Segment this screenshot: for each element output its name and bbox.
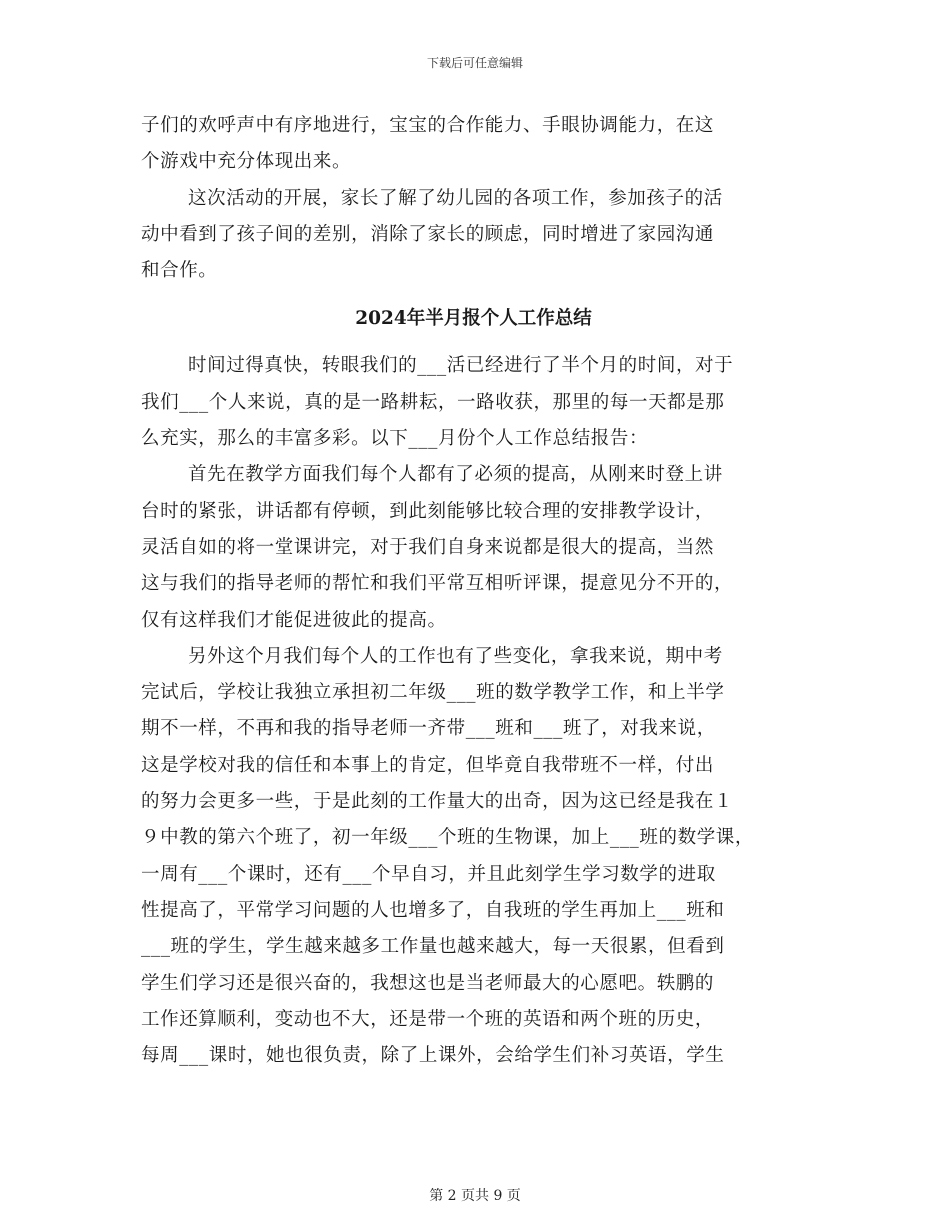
text-line: 这是学校对我的信任和本事上的肯定，但毕竟自我带班不一样，付出 bbox=[141, 754, 715, 776]
text-line: 的努力会更多一些，于是此刻的工作量大的出奇，因为这已经是我在１ bbox=[141, 791, 734, 813]
text-line: 这次活动的开展，家长了解了幼儿园的各项工作，参加孩子的活 bbox=[188, 187, 723, 209]
document-body bbox=[141, 108, 806, 1074]
text-line: 子们的欢呼声中有序地进行，宝宝的合作能力、手眼协调能力，在这 bbox=[141, 115, 715, 136]
paragraph-4 bbox=[141, 457, 806, 638]
text-line: 台时的紧张，讲话都有停顿，到此刻能够比较合理的安排教学设计， bbox=[141, 500, 715, 522]
text-line: 和合作。 bbox=[141, 260, 218, 282]
text-line: 工作还算顺利，变动也不大，还是带一个班的英语和两个班的历史， bbox=[141, 1008, 715, 1030]
text-line: 首先在教学方面我们每个人都有了必须的提高，从刚来时登上讲 bbox=[188, 464, 723, 486]
text-line: ９中教的第六个班了，初一年级___个班的生物课，加上___班的数学课， bbox=[141, 827, 755, 849]
paragraph-5 bbox=[141, 639, 806, 1075]
text-line: 我们___个人来说，真的是一路耕耘，一路收获，那里的每一天都是那 bbox=[141, 391, 725, 413]
text-line: 动中看到了孩子间的差别，消除了家长的顾虑，同时增进了家园沟通 bbox=[141, 223, 715, 245]
text-line: 仅有这样我们才能促进彼此的提高。 bbox=[141, 609, 447, 631]
text-line: 一周有___个课时，还有___个早自习，并且此刻学生学习数学的进取 bbox=[141, 863, 716, 885]
text-line: 性提高了，平常学习问题的人也增多了，自我班的学生再加上___班和 bbox=[141, 899, 725, 921]
text-line: 时间过得真快，转眼我们的___活已经进行了半个月的时间，对于 bbox=[188, 355, 734, 377]
text-line: 每周___课时，她也很负责，除了上课外，会给学生们补习英语，学生 bbox=[141, 1045, 725, 1067]
text-line: 个游戏中充分体现出来。 bbox=[141, 151, 352, 173]
text-line: 灵活自如的将一堂课讲完，对于我们自身来说都是很大的提高，当然 bbox=[141, 536, 715, 558]
section-title: 2024年半月报个人工作总结 bbox=[355, 308, 592, 330]
paragraph-2 bbox=[141, 181, 806, 290]
page-header: 下载后可任意编辑 bbox=[426, 56, 523, 70]
intro-paragraph bbox=[141, 108, 806, 181]
text-line: 另外这个月我们每个人的工作也有了些变化，拿我来说，期中考 bbox=[188, 645, 723, 667]
paragraph-3 bbox=[141, 348, 806, 457]
page-footer: 第 2 页共 9 页 bbox=[429, 1188, 521, 1204]
text-line: ___班的学生，学生越来越多工作量也越来越大，每一天很累，但看到 bbox=[141, 936, 725, 958]
text-line: 这与我们的指导老师的帮忙和我们平常互相听评课，提意见分不开的， bbox=[141, 573, 734, 595]
text-line: 完试后，学校让我独立承担初二年级___班的数学教学工作，和上半学 bbox=[141, 682, 725, 704]
text-line: 么充实，那么的丰富多彩。以下___月份个人工作总结报告： bbox=[141, 428, 649, 450]
text-line: 学生们学习还是很兴奋的，我想这也是当老师最大的心愿吧。轶鹏的 bbox=[141, 972, 715, 994]
text-line: 期不一样，不再和我的指导老师一齐带___班和___班了，对我来说， bbox=[141, 718, 716, 740]
